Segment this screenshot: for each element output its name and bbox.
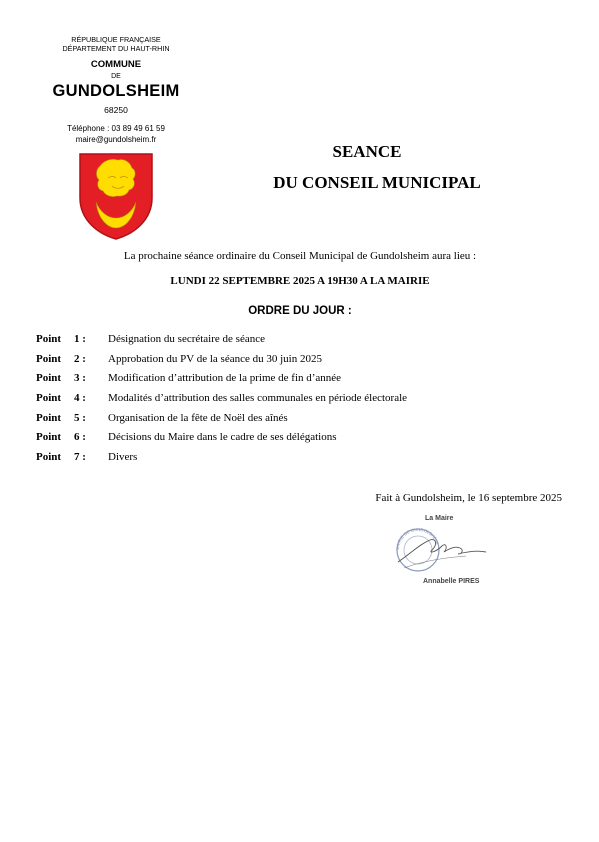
signature-role: La Maire bbox=[425, 515, 454, 522]
agenda-point-label: Point bbox=[36, 411, 62, 424]
stamp-text bbox=[395, 527, 440, 550]
agenda-point-label: Point bbox=[36, 451, 62, 464]
agenda-item-text: Décisions du Maire dans le cadre de ses délégations bbox=[108, 431, 337, 444]
agenda-item-text: Approbation du PV de la séance du 30 juin 2025 bbox=[108, 352, 322, 365]
agenda-item bbox=[36, 333, 556, 353]
order-title: ORDRE DU JOUR : bbox=[248, 305, 352, 317]
agenda-item-text: Divers bbox=[108, 451, 138, 464]
agenda-point-label: Point bbox=[36, 333, 62, 345]
agenda-item bbox=[36, 353, 556, 373]
agenda-point-label: Point bbox=[36, 352, 62, 365]
commune-label: COMMUNE bbox=[90, 59, 142, 70]
agenda-item bbox=[36, 412, 556, 432]
agenda-item bbox=[36, 431, 556, 451]
de-label: DE bbox=[111, 73, 121, 80]
title-seance: SEANCE bbox=[332, 142, 402, 161]
agenda-point-number: 4 : bbox=[74, 392, 86, 405]
commune-name: GUNDOLSHEIM bbox=[52, 82, 180, 100]
letterhead-republic bbox=[46, 35, 186, 53]
department-text: DÉPARTEMENT DU HAUT-RHIN bbox=[62, 44, 170, 53]
phone-number: Téléphone : 03 89 49 61 59 bbox=[67, 124, 165, 133]
agenda-point-number: 6 : bbox=[74, 431, 86, 444]
agenda-point-number: 7 : bbox=[74, 451, 86, 464]
agenda-item-text: Modalités d’attribution des salles communales en période électorale bbox=[108, 392, 408, 405]
agenda-point-number: 3 : bbox=[74, 372, 86, 385]
email-address: maire@gundolsheim.fr bbox=[75, 135, 157, 144]
agenda-point-label: Point bbox=[36, 372, 62, 385]
agenda-item-text: Modification d’attribution de la prime de fin d’année bbox=[108, 372, 342, 385]
agenda-point-number: 2 : bbox=[74, 352, 86, 365]
closing-place-date: Fait à Gundolsheim, le 16 septembre 2025 bbox=[375, 492, 562, 504]
stamp-text-path: MAIRIE DE GUNDOLSHEIM bbox=[394, 526, 441, 551]
agenda-point-number: 5 : bbox=[74, 411, 86, 424]
stamp-inner-ring bbox=[404, 536, 432, 564]
zip-code: 68250 bbox=[104, 105, 128, 115]
agenda-item-text: Organisation de la fête de Noël des aînés bbox=[108, 411, 288, 424]
signature-stamp bbox=[380, 510, 500, 590]
agenda-point-label: Point bbox=[36, 431, 62, 444]
agenda-item bbox=[36, 451, 556, 471]
agenda-point-number: 1 : bbox=[74, 333, 86, 345]
title-conseil: DU CONSEIL MUNICIPAL bbox=[273, 173, 481, 192]
meeting-date: LUNDI 22 SEPTEMBRE 2025 A 19H30 A LA MAIRIE bbox=[170, 275, 430, 287]
agenda-item bbox=[36, 372, 556, 392]
agenda-point-label: Point bbox=[36, 392, 62, 405]
signature-name: Annabelle PIRES bbox=[423, 578, 480, 585]
intro-text: La prochaine séance ordinaire du Conseil Municipal de Gundolsheim aura lieu : bbox=[123, 250, 477, 262]
agenda-item-text: Désignation du secrétaire de séance bbox=[108, 333, 265, 345]
coat-of-arms-icon bbox=[78, 152, 154, 240]
agenda-item bbox=[36, 392, 556, 412]
republic-text: RÉPUBLIQUE FRANÇAISE bbox=[71, 35, 161, 44]
agenda-list bbox=[36, 333, 556, 471]
